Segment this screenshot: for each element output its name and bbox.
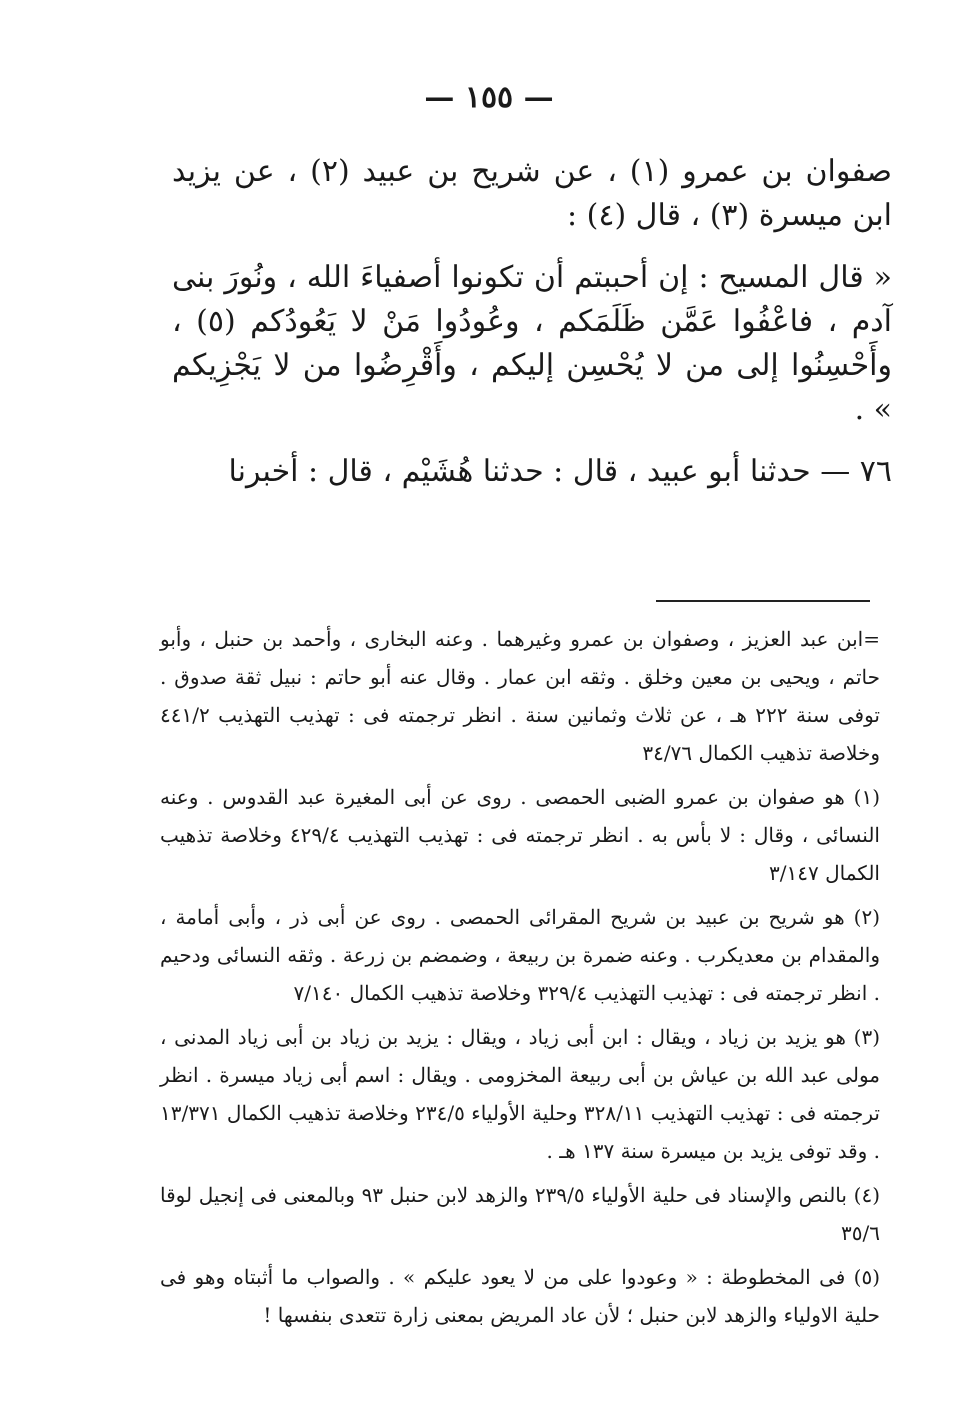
footnote-separator: [656, 600, 870, 602]
main-paragraph-hadith-76: ٧٦ — حدثنا أبو عبيد ، قال : حدثنا هُشَيْم ، قال : أخبرنا: [228, 454, 892, 489]
footnote-3: (٣) هو يزيد بن زياد ، ويقال : ابن أبى زياد ، ويقال : يزيد بن زياد بن أبى زياد المدنى ، مولى عبد الله بن عياش بن أبى ربيعة المخزومى . ويقال : اسم أبى زياد ميسرة . انظر ترجمته فى : تهذيب التهذيب ٣٢٨/١١ وحلية الأولياء ٢٣٤/٥ وخلاصة تذهيب الكمال ١٣/٣٧١ . وقد توفى يزيد بن ميسرة سنة ١٣٧ هـ .: [160, 1025, 880, 1163]
footnote-1: (١) هو صفوان بن عمرو الضبى الحمصى . روى عن أبى المغيرة عبد القدوس . وعنه النسائى ، وقال : لا بأس به . انظر ترجمته فى : تهذيب التهذيب ٤٢٩/٤ وخلاصة تذهيب الكمال ٣/١٤٧: [160, 785, 880, 885]
footnote-5: (٥) فى المخطوطة : « وعودوا على من لا يعود عليكم » . والصواب ما أثبتاه وهو فى حلية الاولياء والزهد لابن حنبل ؛ لأن عاد المريض بمعنى زارة تتعدى بنفسها !: [160, 1265, 880, 1327]
page-number: — ١٥٥ —: [424, 80, 554, 115]
main-paragraph-isnad: صفوان بن عمرو (١) ، عن شريح بن عبيد (٢) ، عن يزيد ابن ميسرة (٣) ، قال (٤) :: [172, 154, 893, 233]
footnote-continuation: =ابن عبد العزيز ، وصفوان بن عمرو وغيرهما . وعنه البخارى ، وأحمد بن حنبل ، وأبو حاتم ، ويحيى بن معين وخلق . وثقه ابن عمار . وقال عنه أبو حاتم : نبيل ثقة صدوق . توفى سنة ٢٢٢ هـ ، عن ثلاث وثمانين سنة . انظر ترجمته فى : تهذيب التهذيب ٤٤١/٢ وخلاصة تذهيب الكمال ٣٤/٧٦: [160, 627, 880, 765]
footnotes: [160, 620, 880, 1340]
footnote-2: (٢) هو شريح بن عبيد بن شريح المقرائى الحمصى . روى عن أبى ذر ، وأبى أمامة ، والمقدام بن معديكرب . وعنه ضمرة بن ربيعة ، وضمضم بن زرعة . وثقه النسائى ودحيم . انظر ترجمته فى : تهذيب التهذيب ٣٢٩/٤ وخلاصة تذهيب الكمال ٧/١٤٠: [160, 905, 880, 1005]
main-text: [172, 150, 892, 508]
main-paragraph-quote: « قال المسيح : إن أحببتم أن تكونوا أصفياءَ الله ، ونُورَ بنى آدم ، فاعْفُوا عَمَّن ظَلَمَكم ، وعُودُوا مَنْ لا يَعُودُكم (٥) ، وأَحْسِنُوا إلى من لا يُحْسِن إليكم ، وأَقْرِضُوا من لا يَجْزِيكم » .: [172, 260, 892, 427]
footnote-4: (٤) بالنص والإسناد فى حلية الأولياء ٢٣٩/٥ والزهد لابن حنبل ٩٣ وبالمعنى فى إنجيل لوقا ٣٥/٦: [160, 1183, 880, 1245]
